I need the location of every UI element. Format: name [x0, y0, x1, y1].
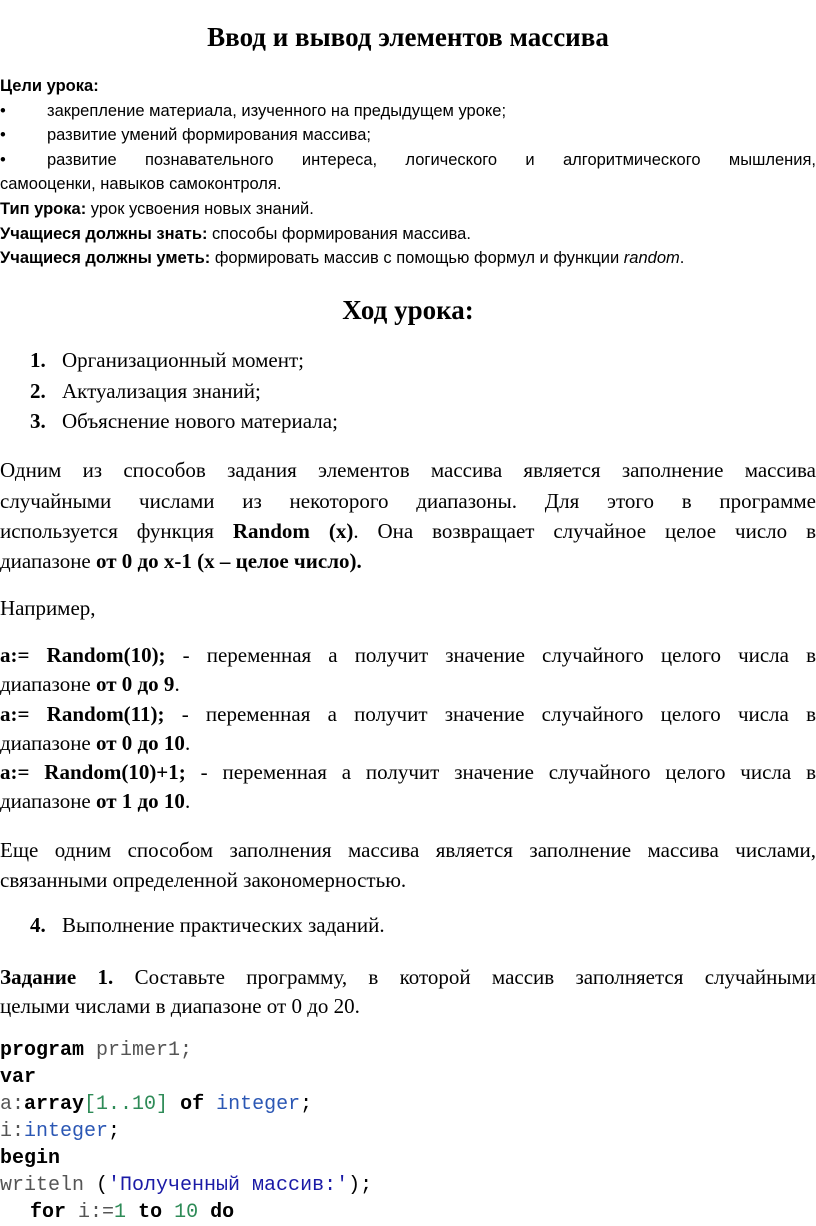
goal-text: развитие умений формирования массива; [47, 126, 371, 144]
task-line [0, 962, 816, 993]
intro-line: Одним из способов задания элементов массива является заполнение массива [0, 458, 816, 482]
must-do-end: . [679, 249, 685, 267]
range-prefix: диапазоне [0, 789, 97, 813]
step-text: Объяснение нового материала; [62, 409, 338, 433]
example-desc: - переменная а получит значение случайного целого числа в [185, 760, 816, 784]
punct: ; [300, 1093, 313, 1116]
keyword: to [138, 1201, 163, 1224]
step-text: Актуализация знаний; [62, 379, 261, 403]
example-line [0, 757, 816, 788]
must-know-value: способы формирования массива. [207, 225, 471, 243]
step-text: Выполнение практических заданий. [62, 913, 385, 937]
code-line [30, 1199, 234, 1226]
example-range [0, 669, 816, 700]
example-line [0, 699, 816, 730]
lesson-type-value: урок усвоения новых знаний. [86, 200, 314, 218]
step-item [30, 409, 338, 434]
must-know [0, 222, 816, 246]
punct: ); [348, 1174, 373, 1197]
task-line: целыми числами в диапазоне от 0 до 20. [0, 994, 360, 1018]
example-code: a:= Random(11); [0, 702, 165, 726]
range-end: . [174, 672, 180, 696]
string: 'Полученный массив:' [108, 1174, 349, 1197]
goal-text-cont: самооценки, навыков самоконтроля. [0, 175, 282, 193]
goal-text: развитие познавательного интереса, логического и алгоритмического мышления, [47, 151, 816, 169]
range-end: . [184, 789, 191, 813]
range: [1..10] [84, 1093, 169, 1116]
keyword: begin [0, 1147, 61, 1170]
bullet-icon: • [0, 126, 6, 144]
step-number: 1. [30, 348, 46, 372]
range-value: от 1 до 10 [96, 789, 185, 813]
identifier: a: [0, 1093, 25, 1116]
another-way-line: связанными определенной закономерностью. [0, 868, 407, 892]
random-func: random [623, 249, 680, 267]
step-text: Организационный момент; [62, 348, 304, 372]
keyword: var [0, 1066, 37, 1089]
task-text: Составьте программу, в которой массив заполняется случайными [113, 965, 816, 989]
example-range [0, 786, 816, 817]
punct: ; [108, 1120, 121, 1143]
random-function: Random (x) [232, 519, 354, 543]
intro-text: используется функция [0, 519, 233, 543]
range-prefix: диапазоне [0, 731, 97, 755]
intro-line [0, 516, 816, 547]
example-desc: - переменная а получит значение случайного целого числа в [165, 643, 816, 667]
identifier: i:= [66, 1201, 115, 1224]
number: 1 [114, 1201, 127, 1224]
identifier: primer1; [84, 1039, 193, 1062]
type: integer [24, 1120, 109, 1143]
intro-text: . Она возвращает случайное целое число в [353, 519, 816, 543]
example-label: Например, [0, 596, 96, 620]
keyword: do [210, 1201, 235, 1224]
lesson-type-label: Тип урока: [0, 200, 87, 218]
goals-heading: Цели урока: [0, 77, 99, 95]
must-know-label: Учащиеся должны знать: [0, 225, 208, 243]
another-way-line: Еще одним способом заполнения массива является заполнение массива числами, [0, 838, 816, 862]
punct: ( [84, 1174, 109, 1197]
keyword: array [24, 1093, 85, 1116]
code-line [0, 1037, 192, 1064]
example-desc: - переменная а получит значение случайного целого числа в [164, 702, 816, 726]
step-item [30, 913, 385, 938]
code-line [0, 1145, 60, 1172]
task-label: Задание 1. [0, 965, 114, 989]
code-line [0, 1064, 36, 1091]
step-item [30, 348, 304, 373]
keyword: program [0, 1039, 85, 1062]
code-line [0, 1172, 372, 1199]
step-number: 4. [30, 913, 46, 937]
lesson-heading: Ход урока: [342, 295, 474, 325]
step-item [30, 379, 261, 404]
bullet-icon: • [0, 102, 6, 120]
number: 10 [174, 1201, 199, 1224]
intro-text: диапазоне [0, 549, 97, 573]
must-do-label: Учащиеся должны уметь: [0, 249, 211, 267]
example-range [0, 728, 816, 759]
function: writeln [0, 1174, 85, 1197]
keyword: for [30, 1201, 67, 1224]
lesson-type [0, 197, 816, 221]
range-end: . [184, 731, 191, 755]
example-line [0, 640, 816, 671]
range-value: от 0 до 10 [96, 731, 185, 755]
goal-text: закрепление материала, изученного на предыдущем уроке; [47, 102, 507, 120]
example-code: a:= Random(10); [0, 643, 166, 667]
bullet-icon: • [0, 151, 6, 169]
example-code: a:= Random(10)+1; [0, 760, 186, 784]
identifier: i: [0, 1120, 25, 1143]
intro-line [0, 546, 816, 577]
must-do [0, 246, 816, 270]
range-prefix: диапазоне [0, 672, 97, 696]
type: integer [216, 1093, 301, 1116]
step-number: 2. [30, 379, 46, 403]
range-text: от 0 до x-1 (x – целое число). [96, 549, 362, 573]
code-line [0, 1091, 312, 1118]
intro-line: случайными числами из некоторого диапазоны. Для этого в программе [0, 489, 816, 513]
keyword: of [180, 1093, 205, 1116]
must-do-value: формировать массив с помощью формул и функции [210, 249, 624, 267]
step-number: 3. [30, 409, 46, 433]
code-line [0, 1118, 120, 1145]
page-title: Ввод и вывод элементов массива [207, 22, 609, 52]
range-value: от 0 до 9 [96, 672, 175, 696]
